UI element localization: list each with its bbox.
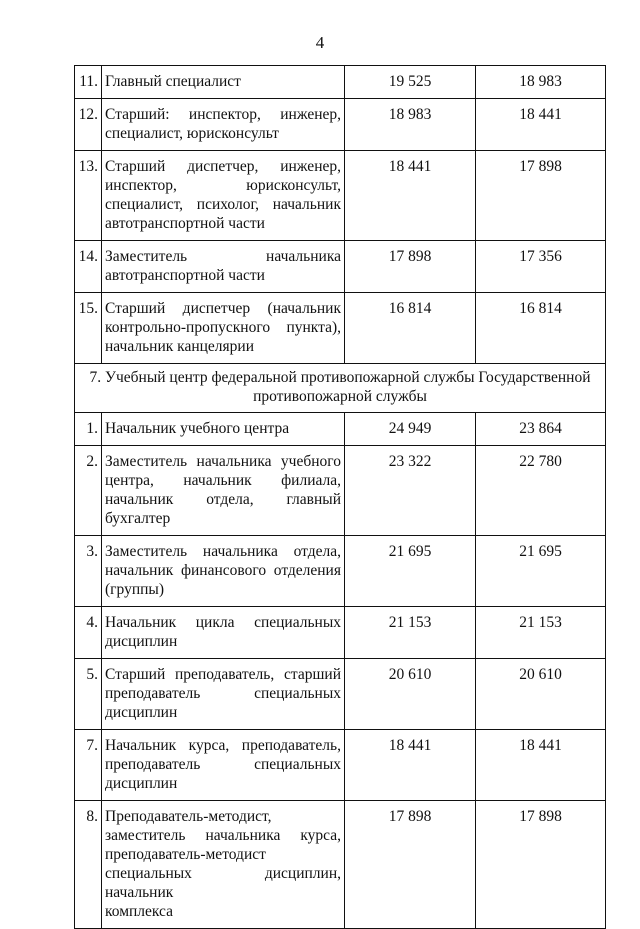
position-title bbox=[102, 659, 345, 730]
position-title bbox=[102, 607, 345, 659]
table-row bbox=[75, 66, 606, 99]
section-header-cell bbox=[75, 364, 606, 413]
position-line: Заместитель начальника bbox=[105, 248, 341, 265]
position-line: начальник финансового отделения bbox=[105, 562, 341, 579]
salary-value-1: 20 610 bbox=[345, 659, 476, 730]
position-title bbox=[102, 730, 345, 801]
row-number: 15. bbox=[75, 293, 102, 364]
position-line: дисциплин bbox=[105, 704, 178, 721]
position-line: Старший: инспектор, инженер, bbox=[105, 106, 341, 123]
position-line: специалист, психолог, начальник bbox=[105, 196, 341, 213]
salary-value-1: 18 441 bbox=[345, 151, 476, 241]
salary-value-1: 18 983 bbox=[345, 99, 476, 151]
position-line: Заместитель начальника учебного bbox=[105, 453, 341, 470]
row-number: 14. bbox=[75, 241, 102, 293]
salary-value-1: 17 898 bbox=[345, 801, 476, 929]
position-line: преподаватель специальных bbox=[105, 685, 341, 702]
position-line: преподаватель специальных bbox=[105, 756, 341, 773]
position-line: дисциплин bbox=[105, 775, 178, 792]
position-line: специальных дисциплин, начальник bbox=[105, 865, 341, 901]
position-line: Заместитель начальника отдела, bbox=[105, 543, 341, 560]
row-number: 8. bbox=[75, 801, 102, 929]
table-body-part2 bbox=[75, 413, 606, 929]
salary-value-2: 18 441 bbox=[476, 730, 606, 801]
position-title bbox=[102, 66, 345, 99]
table-row bbox=[75, 801, 606, 929]
salary-value-1: 24 949 bbox=[345, 413, 476, 446]
salary-value-2: 21 695 bbox=[476, 536, 606, 607]
salary-value-2: 18 983 bbox=[476, 66, 606, 99]
table-row bbox=[75, 607, 606, 659]
salary-table bbox=[74, 65, 606, 929]
salary-value-2: 20 610 bbox=[476, 659, 606, 730]
position-line: заместитель начальника курса, bbox=[105, 827, 341, 844]
position-line: Старший диспетчер (начальник bbox=[105, 300, 341, 317]
row-number: 7. bbox=[75, 730, 102, 801]
row-number: 5. bbox=[75, 659, 102, 730]
position-line: автотранспортной части bbox=[105, 215, 265, 232]
position-line: начальник канцелярии bbox=[105, 338, 255, 355]
section-header-row bbox=[75, 364, 606, 413]
position-line: автотранспортной части bbox=[105, 267, 265, 284]
table-body-part1 bbox=[75, 66, 606, 364]
position-title bbox=[102, 99, 345, 151]
table-row bbox=[75, 241, 606, 293]
position-title bbox=[102, 536, 345, 607]
salary-value-2: 17 898 bbox=[476, 151, 606, 241]
position-line: Главный специалист bbox=[105, 73, 241, 90]
salary-value-2: 17 898 bbox=[476, 801, 606, 929]
row-number: 3. bbox=[75, 536, 102, 607]
table-row bbox=[75, 446, 606, 536]
salary-value-1: 16 814 bbox=[345, 293, 476, 364]
position-title bbox=[102, 241, 345, 293]
salary-value-1: 21 153 bbox=[345, 607, 476, 659]
salary-value-2: 16 814 bbox=[476, 293, 606, 364]
section-7 bbox=[75, 364, 606, 413]
position-line: (группы) bbox=[105, 581, 164, 598]
section-title-line-2: противопожарной службы bbox=[253, 388, 427, 405]
row-number: 1. bbox=[75, 413, 102, 446]
table-row bbox=[75, 413, 606, 446]
position-line: начальник отдела, главный bbox=[105, 491, 341, 508]
table-row bbox=[75, 293, 606, 364]
table-row bbox=[75, 151, 606, 241]
table-row bbox=[75, 99, 606, 151]
position-line: преподаватель-методист bbox=[105, 846, 266, 863]
position-title bbox=[102, 446, 345, 536]
position-line: Преподаватель-методист, bbox=[105, 808, 272, 825]
salary-value-2: 21 153 bbox=[476, 607, 606, 659]
position-line: Начальник цикла специальных bbox=[105, 614, 341, 631]
section-title-line-1: 7. Учебный центр федеральной противопожарной службы Государственной bbox=[89, 369, 591, 386]
position-line: специалист, юрисконсульт bbox=[105, 125, 279, 142]
position-line: контрольно-пропускного пункта), bbox=[105, 319, 341, 336]
position-line: Начальник курса, преподаватель, bbox=[105, 737, 341, 754]
position-title bbox=[102, 801, 345, 929]
position-title bbox=[102, 413, 345, 446]
table-row bbox=[75, 730, 606, 801]
position-line: центра, начальник филиала, bbox=[105, 472, 341, 489]
position-line: Начальник учебного центра bbox=[105, 420, 290, 437]
position-line: дисциплин bbox=[105, 633, 178, 650]
salary-value-2: 18 441 bbox=[476, 99, 606, 151]
position-line: Старший диспетчер, инженер, bbox=[105, 158, 341, 175]
salary-value-1: 21 695 bbox=[345, 536, 476, 607]
position-line: бухгалтер bbox=[105, 510, 171, 527]
position-line: инспектор, юрисконсульт, bbox=[105, 177, 341, 194]
salary-value-2: 22 780 bbox=[476, 446, 606, 536]
table-row bbox=[75, 659, 606, 730]
salary-value-2: 17 356 bbox=[476, 241, 606, 293]
salary-value-1: 23 322 bbox=[345, 446, 476, 536]
position-line: комплекса bbox=[105, 903, 174, 920]
row-number: 11. bbox=[75, 66, 102, 99]
row-number: 2. bbox=[75, 446, 102, 536]
position-title bbox=[102, 293, 345, 364]
page-number: 4 bbox=[315, 33, 325, 52]
table-row bbox=[75, 536, 606, 607]
position-title bbox=[102, 151, 345, 241]
salary-value-1: 19 525 bbox=[345, 66, 476, 99]
row-number: 4. bbox=[75, 607, 102, 659]
salary-value-2: 23 864 bbox=[476, 413, 606, 446]
row-number: 12. bbox=[75, 99, 102, 151]
salary-value-1: 18 441 bbox=[345, 730, 476, 801]
row-number: 13. bbox=[75, 151, 102, 241]
salary-value-1: 17 898 bbox=[345, 241, 476, 293]
position-line: Старший преподаватель, старший bbox=[105, 666, 341, 683]
